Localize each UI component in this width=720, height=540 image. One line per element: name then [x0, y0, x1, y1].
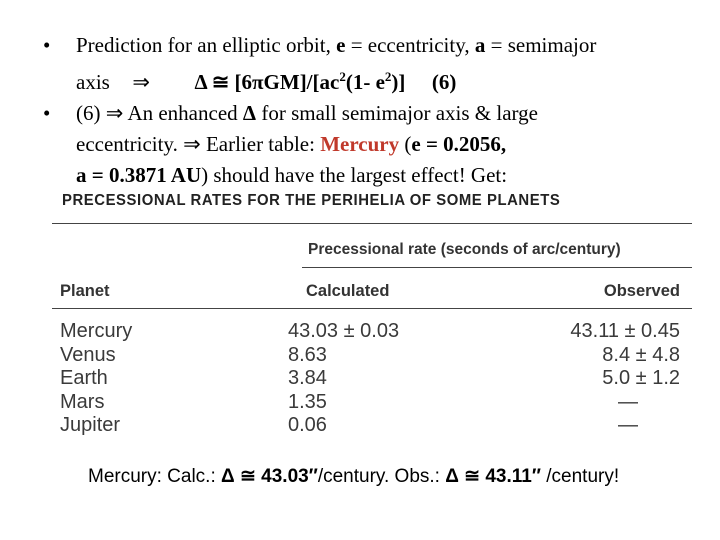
observed-value: 43.11 ± 0.45 [570, 320, 680, 342]
planet-name: Jupiter [60, 414, 121, 436]
bullet-dot: • [43, 101, 51, 125]
bullet2-text: eccentricity. [76, 132, 184, 156]
delta-symbol: Δ [242, 101, 257, 125]
bullet2-text: (6) [76, 101, 106, 125]
observed-value: — [618, 390, 638, 413]
mercury-summary [88, 465, 619, 488]
formula-exponent: 2 [339, 69, 346, 84]
bullet2-text: for small semimajor axis & large [256, 101, 538, 125]
bullet-list [40, 30, 700, 191]
calculated-value: 43.03 ± 0.03 [288, 320, 400, 342]
table-row [52, 344, 692, 368]
planet-name: Mercury [60, 320, 133, 342]
bullet2-text: ( [399, 132, 412, 156]
table-rule-top [52, 223, 692, 224]
calculated-value: 3.84 [288, 367, 327, 389]
column-header-planet: Planet [60, 282, 110, 300]
summary-text: /century. Obs.: [317, 466, 446, 487]
summary-text: Mercury: Calc.: [88, 466, 222, 487]
table-group-header: Precessional rate (seconds of arc/century) [308, 241, 621, 258]
calculated-delta: Δ ≅ 43.03″ [221, 466, 318, 487]
formula-part: )] [391, 70, 406, 94]
formula-part: Δ ≅ [6πGM]/[ac [194, 70, 340, 94]
table-row [52, 391, 692, 415]
bullet-enhanced [40, 98, 700, 191]
bullet1-text: axis [76, 70, 110, 94]
bullet2-text: ) should have the largest effect! Get: [201, 163, 508, 187]
bullet1-text: = eccentricity, [345, 33, 475, 57]
bullet-dot: • [43, 33, 51, 57]
calculated-value: 1.35 [288, 390, 327, 413]
implies-arrow: ⇒ [183, 132, 201, 156]
mercury-highlight: Mercury [320, 132, 400, 156]
observed-value: — [618, 414, 638, 436]
bullet-prediction [40, 30, 700, 98]
eccentricity-value: e = 0.2056, [411, 132, 507, 156]
table-row [52, 414, 692, 438]
implies-arrow: ⇒ [105, 101, 124, 125]
observed-delta: Δ ≅ 43.11″ [445, 466, 541, 487]
column-header-observed: Observed [603, 282, 680, 300]
formula-part: (1- e [345, 70, 385, 94]
planet-name: Venus [60, 343, 116, 366]
bullet2-text: Earlier table: [200, 132, 321, 156]
e-variable: e [336, 33, 346, 57]
bullet1-text: Prediction for an elliptic orbit, [76, 33, 337, 57]
calculated-value: 8.63 [288, 343, 327, 366]
table-row [52, 367, 692, 391]
column-header-calculated: Calculated [306, 282, 390, 300]
observed-value: 8.4 ± 4.8 [602, 343, 680, 366]
equation-number: (6) [431, 70, 457, 94]
formula-exponent: 2 [384, 69, 392, 84]
table-title: PRECESSIONAL RATES FOR THE PERIHELIA OF SOME PLANETS [62, 192, 561, 209]
calculated-value: 0.06 [288, 414, 327, 436]
table-body [52, 320, 692, 438]
a-variable: a [474, 33, 486, 57]
table-rule-group [302, 267, 692, 268]
table-row [52, 320, 692, 344]
summary-text: /century! [540, 466, 620, 487]
bullet2-text: An enhanced [123, 101, 243, 125]
precession-formula [194, 70, 405, 94]
table-rule-header [52, 308, 692, 309]
observed-value: 5.0 ± 1.2 [602, 367, 680, 389]
semimajor-value: a = 0.3871 AU [76, 163, 202, 187]
precession-table-image [52, 186, 692, 458]
bullet1-text: = semimajor [485, 33, 597, 57]
planet-name: Earth [60, 367, 108, 389]
planet-name: Mars [60, 390, 105, 413]
implies-arrow: ⇒ [132, 70, 150, 94]
